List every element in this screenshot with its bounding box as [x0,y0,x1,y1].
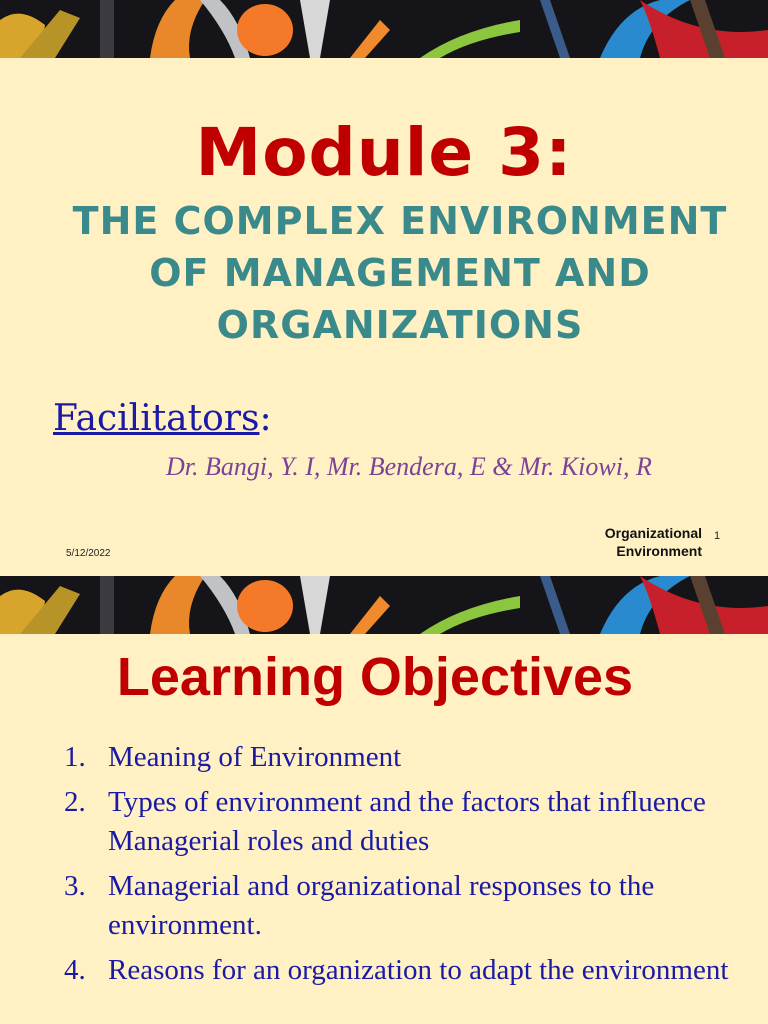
objectives-slide [0,634,768,1024]
objectives-list [64,738,744,996]
page-number: 1 [714,530,721,542]
subtitle-line: THE COMPLEX ENVIRONMENT [72,199,728,243]
objectives-title: Learning Objectives [116,647,634,707]
module-title: Module 3: [195,114,573,191]
facilitators-link[interactable]: Facilitators [53,398,260,439]
item-number: 2. [64,786,86,818]
item-text: Reasons for an organization to adapt the environment [108,954,729,986]
list-item [64,951,744,990]
item-number: 4. [64,954,86,986]
list-item [64,867,744,945]
module-subtitle [20,195,768,351]
subtitle-line: OF MANAGEMENT AND [149,251,651,295]
facilitator-names: Dr. Bangi, Y. I, Mr. Bendera, E & Mr. Kiowi, R [166,452,652,481]
item-text: Meaning of Environment [108,741,402,773]
list-item [64,738,744,777]
item-number: 3. [64,870,86,902]
middle-banner-image [0,576,768,634]
title-slide [0,58,768,576]
slide-date: 5/12/2022 [66,548,111,559]
item-number: 1. [64,741,86,773]
footer-line: Organizational [604,525,702,541]
item-text: Types of environment and the factors that influence Managerial roles and duties [108,786,706,857]
item-text: Managerial and organizational responses to the environment. [108,870,655,941]
facilitators-colon: : [259,398,272,439]
slide-footer [560,524,702,560]
list-item [64,783,744,861]
facilitators-heading [53,398,272,439]
top-banner-image [0,0,768,58]
footer-line: Environment [616,543,702,559]
subtitle-line: ORGANIZATIONS [216,303,584,347]
